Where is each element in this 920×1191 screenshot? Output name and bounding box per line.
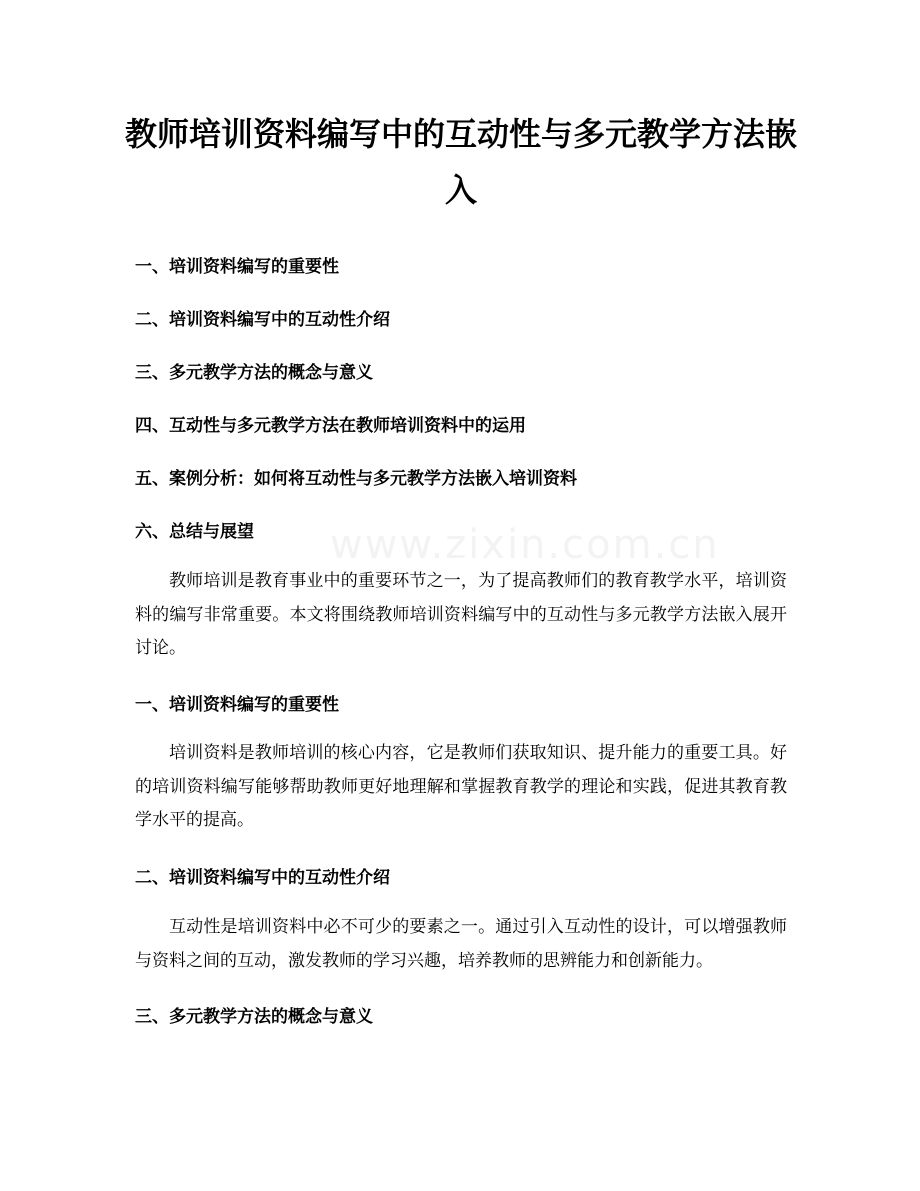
- toc-item: 六、总结与展望: [135, 522, 254, 542]
- section-heading: 一、培训资料编写的重要性: [135, 695, 339, 715]
- toc-item: 五、案例分析：如何将互动性与多元教学方法嵌入培训资料: [135, 469, 577, 489]
- document-title: 教师培训资料编写中的互动性与多元教学方法嵌入: [125, 115, 798, 209]
- toc-item: 二、培训资料编写中的互动性介绍: [135, 310, 390, 330]
- section-heading: 二、培训资料编写中的互动性介绍: [135, 868, 390, 888]
- section-paragraph: 培训资料是教师培训的核心内容，它是教师们获取知识、提升能力的重要工具。好的培训资料编写能够帮助教师更好地理解和掌握教育教学的理论和实践，促进其教育教学水平的提高。: [135, 743, 787, 830]
- toc-item: 三、多元教学方法的概念与意义: [135, 363, 373, 383]
- toc-item: 四、互动性与多元教学方法在教师培训资料中的运用: [135, 416, 526, 436]
- section-heading: 三、多元教学方法的概念与意义: [135, 1007, 373, 1027]
- toc-item: 一、培训资料编写的重要性: [135, 257, 339, 277]
- watermark: www.zixin.com.cn: [330, 522, 720, 568]
- intro-paragraph: 教师培训是教育事业中的重要环节之一，为了提高教师们的教育教学水平，培训资料的编写非常重要。本文将围绕教师培训资料编写中的互动性与多元教学方法嵌入展开讨论。: [135, 571, 787, 658]
- section-paragraph: 互动性是培训资料中必不可少的要素之一。通过引入互动性的设计，可以增强教师与资料之间的互动，激发教师的学习兴趣，培养教师的思辨能力和创新能力。: [135, 917, 787, 971]
